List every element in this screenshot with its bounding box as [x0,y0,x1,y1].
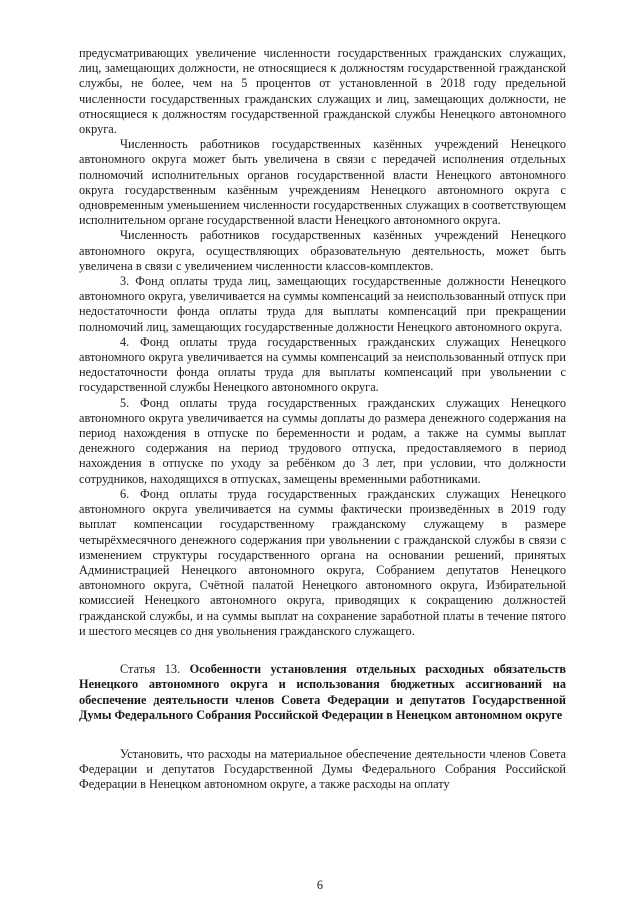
paragraph-closing: Установить, что расходы на материальное обеспечение деятельности членов Совета Федерации и депутатов Государственной Думы Федерального Собрания Российской Федерации в Ненецком автономном округе, а также расходы на оплату [79,746,566,791]
article-number: Статья 13. [120,661,181,676]
article-title: Особенности установления отдельных расходных обязательств Ненецкого автономного округа и использования бюджетных ассигнований на обеспечение деятельности членов Совета Федерации и депутатов Государственной Думы Федерального Собрания Российской Федерации в Ненецком автономном округе [79,661,566,723]
paragraph-institutions-transfer: Численность работников государственных казённых учреждений Ненецкого автономного округа может быть увеличена в связи с передачей исполнения отдельных полномочий исполнительных органов государственной власти Ненецкого автономного округа государственным казённым учреждениям Ненецкого автономного округа с одновременным уменьшением численности государственных служащих в соответствующем исполнительном органе государственной власти Ненецкого автономного округа. [79,137,566,228]
article-heading [79,662,566,724]
paragraph-item-4: 4. Фонд оплаты труда государственных гражданских служащих Ненецкого автономного округа увеличивается на суммы компенсаций за неиспользованный отпуск при недостаточности фонда оплаты труда для выплаты компенсаций при увольнении с государственной службы Ненецкого автономного округа. [79,334,566,395]
paragraph-item-3: 3. Фонд оплаты труда лиц, замещающих государственные должности Ненецкого автономного округа, увеличивается на суммы компенсаций за неиспользованный отпуск при недостаточности фонда оплаты труда для выплаты компенсаций при прекращении полномочий лиц, замещающих государственные должности Ненецкого автономного округа. [79,274,566,334]
paragraph-item-6: 6. Фонд оплаты труда государственных гражданских служащих Ненецкого автономного округа увеличивается на суммы фактически произведённых в 2019 году выплат компенсации государственному гражданскому служащему в размере четырёхмесячного денежного содержания при увольнении с гражданской службы в связи с изменением структуры государственного органа на основании решений, принятых Администрацией Ненецкого автономного округа, Собранием депутатов Ненецкого автономного округа, Счётной палатой Ненецкого автономного округа, Избирательной комиссией Ненецкого автономного округа, приводящих к сокращению должностей гражданской службы, и на суммы выплат на сохранение заработной платы в течение пятого и шестого месяцев со дня увольнения гражданского служащего. [79,486,566,638]
page-number: 6 [316,878,324,892]
paragraph-institutions-education: Численность работников государственных казённых учреждений Ненецкого автономного округа, осуществляющих образовательную деятельность, может быть увеличена в связи с увеличением численности классов-комплектов. [79,228,566,273]
paragraph-continuation: предусматривающих увеличение численности государственных гражданских служащих, лиц, замещающих должности, не относящиеся к должностям государственной гражданской службы, не более, чем на 5 процентов от установленной в 2018 году предельной численности государственных гражданских служащих и лиц, замещающих должности, не относящиеся к должностям государственной гражданской службы Ненецкого автономного округа. [79,46,566,137]
paragraph-item-5: 5. Фонд оплаты труда государственных гражданских служащих Ненецкого автономного округа увеличивается на суммы доплаты до размера денежного содержания на период нахождения в отпуске по беременности и родам, а также на суммы выплат денежного содержания на период трудового отпуска, предоставляемого в период нахождения в отпуске по уходу за ребёнком до 3 лет, при условии, что должности сотрудников, находящихся в отпусках, замещены временными работниками. [79,395,566,486]
